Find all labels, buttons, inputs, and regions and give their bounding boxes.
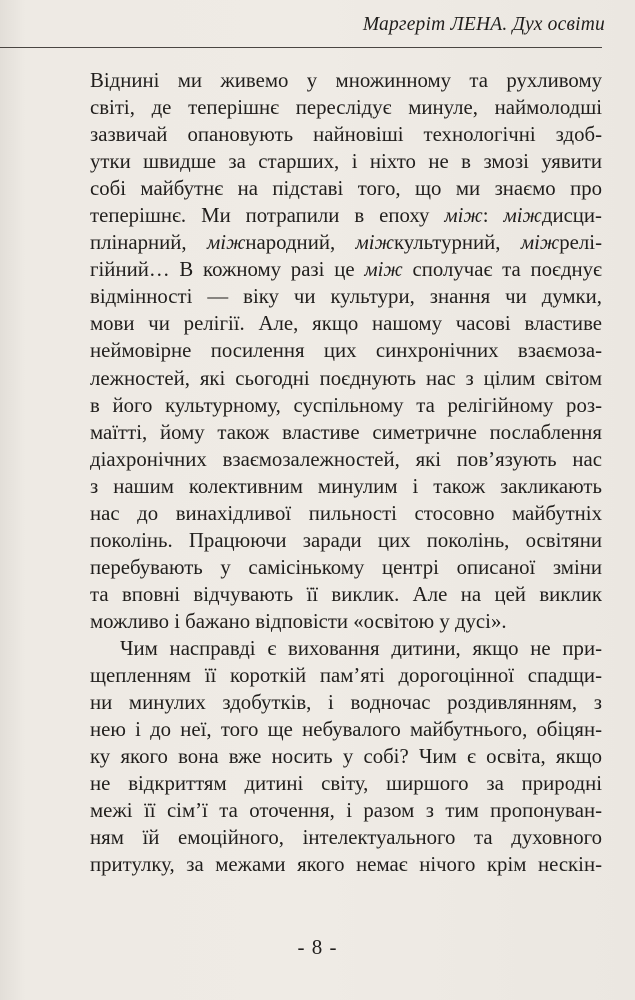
text-run: ни минулих здобутків, і водночас роздивлянням, з	[90, 691, 602, 715]
text-run: лежностей, які сьогодні поєднують нас з цілим світом	[90, 366, 602, 390]
text-run: культурний,	[393, 231, 521, 255]
text-run: світі, де теперішнє переслідує минуле, наймолодші	[90, 96, 602, 120]
text-line	[90, 392, 602, 419]
text-run: утки швидше за старших, і ніхто не в змозі уявити	[90, 150, 602, 174]
text-line	[90, 67, 602, 94]
text-run: :	[482, 204, 504, 228]
text-run: в його культурному, суспільному та релігійному роз-	[90, 393, 602, 417]
text-run: можливо і бажано відповісти «освітою у дусі».	[90, 609, 507, 633]
text-run: щепленням її короткій пам’яті дорогоцінної спадщи-	[90, 664, 602, 688]
italic-emphasis: між	[355, 231, 394, 255]
text-line	[90, 608, 602, 635]
text-run: діахронічних взаємозалежностей, які пов’язують нас	[90, 447, 602, 471]
text-run: ку якого вона вже носить у собі? Чим є освіта, якщо	[90, 745, 602, 769]
text-line	[90, 446, 602, 473]
text-run: Чим насправді є виховання дитини, якщо не при-	[120, 636, 602, 660]
text-run: зазвичай опановують найновіші технологічні здоб-	[90, 123, 602, 147]
page-number: - 8 -	[297, 935, 338, 959]
text-line	[90, 689, 602, 716]
text-run: мови чи релігії. Але, якщо нашому часові властиве	[90, 312, 602, 336]
text-run: перебувають у самісінькому центрі описаної зміни	[90, 555, 602, 579]
text-run: нею і до неї, того ще небувалого майбутнього, обіцян-	[90, 718, 602, 742]
header-rule	[0, 47, 602, 48]
text-line	[90, 770, 602, 797]
text-run: дисци-	[541, 204, 602, 228]
text-run: собі майбутнє на підставі того, що ми знаємо про	[90, 177, 602, 201]
text-run: теперішнє. Ми потрапили в епоху	[90, 204, 445, 228]
text-run: сполучає та поєднує	[402, 258, 602, 282]
text-run: Віднині ми живемо у множинному та рухливому	[90, 69, 602, 92]
running-header: Маргеріт ЛЕНА. Дух освіти	[362, 14, 605, 35]
text-line	[90, 337, 602, 364]
text-run: маїтті, йому також властиве симетричне послаблення	[90, 420, 602, 444]
text-line	[90, 527, 602, 554]
text-line	[90, 229, 602, 256]
text-run: поколінь. Працюючи заради цих поколінь, освітяни	[90, 528, 602, 552]
text-run: межі її сім’ї та оточення, і разом з тим пропонуван-	[90, 799, 602, 823]
text-line	[90, 283, 602, 310]
text-line	[90, 743, 602, 770]
text-run: ням їй емоційного, інтелектуального та духовного	[90, 826, 602, 850]
text-line	[90, 797, 602, 824]
text-line	[90, 121, 602, 148]
text-line	[90, 635, 602, 662]
text-line	[90, 365, 602, 392]
text-run: народний,	[245, 231, 356, 255]
text-line	[90, 175, 602, 202]
text-line	[90, 94, 602, 121]
text-line	[90, 851, 602, 878]
body-text	[90, 67, 602, 878]
text-line	[90, 581, 602, 608]
italic-emphasis: між	[207, 231, 246, 255]
text-line	[90, 148, 602, 175]
text-run: нас до винахідливої пильності стосовно майбутніх	[90, 501, 602, 525]
italic-emphasis: між	[520, 231, 560, 255]
text-run: неймовірне посилення цих синхронічних взаємоза-	[90, 339, 602, 363]
text-line	[90, 310, 602, 337]
text-run: та вповні відчувають її виклик. Але на цей виклик	[90, 582, 602, 606]
text-run: відмінності — віку чи культури, знання чи думки,	[90, 285, 602, 309]
text-run: притулку, за межами якого немає нічого крім нескін-	[90, 853, 602, 877]
text-run: релі-	[559, 231, 602, 255]
text-line	[90, 202, 602, 229]
text-run: плінарний,	[90, 231, 208, 255]
text-run: з нашим колективним минулим і також закликають	[90, 474, 602, 498]
text-run: гійний… В кожному разі це	[90, 258, 365, 282]
text-run: не відкриттям дитині світу, ширшого за природні	[90, 772, 602, 796]
text-line	[90, 419, 602, 446]
text-line	[90, 473, 602, 500]
text-line	[90, 716, 602, 743]
text-line	[90, 662, 602, 689]
italic-emphasis: між	[364, 258, 403, 282]
text-line	[90, 500, 602, 527]
italic-emphasis: між	[444, 204, 483, 228]
italic-emphasis: між	[503, 204, 542, 228]
text-line	[90, 824, 602, 851]
text-line	[90, 554, 602, 581]
text-line	[90, 256, 602, 283]
